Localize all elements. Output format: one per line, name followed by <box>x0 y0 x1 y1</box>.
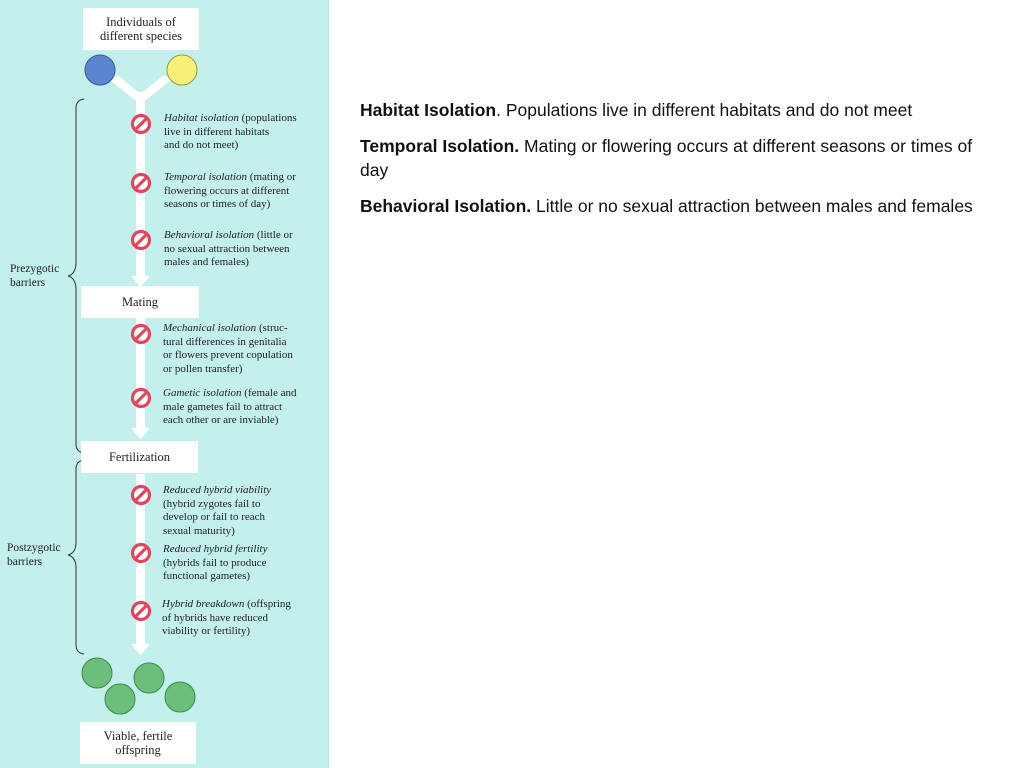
barrier-description: Reduced hybrid viability (hybrid zygotes fail to develop or fail to reach sexual maturity) <box>163 484 272 537</box>
postzygotic-brace <box>68 460 84 654</box>
barrier-description: Hybrid breakdown (offspring of hybrids have reduced viability or fertility) <box>162 598 291 638</box>
barrier-description: Temporal isolation (mating or flowering occurs at different seasons or times of day) <box>164 171 296 211</box>
note-temporal: Temporal Isolation. Mating or flowering occurs at different seasons or times of day <box>360 136 973 180</box>
fertilization-node: Fertilization <box>81 441 198 473</box>
species-a-circle <box>85 55 115 85</box>
note-behavioral: Behavioral Isolation. Little or no sexual attraction between males and females <box>360 196 973 216</box>
prezygotic-brace <box>68 99 84 453</box>
diagram-panel <box>0 0 329 768</box>
prezygotic-label: Prezygotic barriers <box>10 263 60 289</box>
offspring-circles <box>82 658 195 714</box>
slide-text <box>360 98 1000 230</box>
barrier-description: Habitat isolation (populations live in different habitats and do not meet) <box>164 112 297 152</box>
barrier-icon <box>133 390 150 407</box>
barrier-icon <box>133 603 150 620</box>
species-b-circle <box>167 55 197 85</box>
offspring-node: Viable, fertile offspring <box>80 722 196 764</box>
barrier-description: Mechanical isolation (struc- tural differences in genitalia or flowers prevent copulation or pollen transfer) <box>163 322 293 375</box>
barrier-icon <box>133 487 150 504</box>
barrier-icon <box>133 545 150 562</box>
barrier-icon <box>133 116 150 133</box>
barrier-description: Reduced hybrid fertility (hybrids fail to produce functional gametes) <box>163 543 268 583</box>
barrier-description: Gametic isolation (female and male gametes fail to attract each other or are inviable) <box>163 387 297 427</box>
note-habitat: Habitat Isolation. Populations live in different habitats and do not meet <box>360 100 913 120</box>
mating-node: Mating <box>81 286 199 318</box>
barrier-icon <box>133 175 150 192</box>
barrier-description: Behavioral isolation (little or no sexual attraction between males and females) <box>164 229 293 269</box>
barrier-icon <box>133 326 150 343</box>
barrier-icon <box>133 232 150 249</box>
postzygotic-label: Postzygotic barriers <box>7 542 61 568</box>
flow-arrows <box>110 75 171 655</box>
individuals-node: Individuals of different species <box>83 8 199 50</box>
